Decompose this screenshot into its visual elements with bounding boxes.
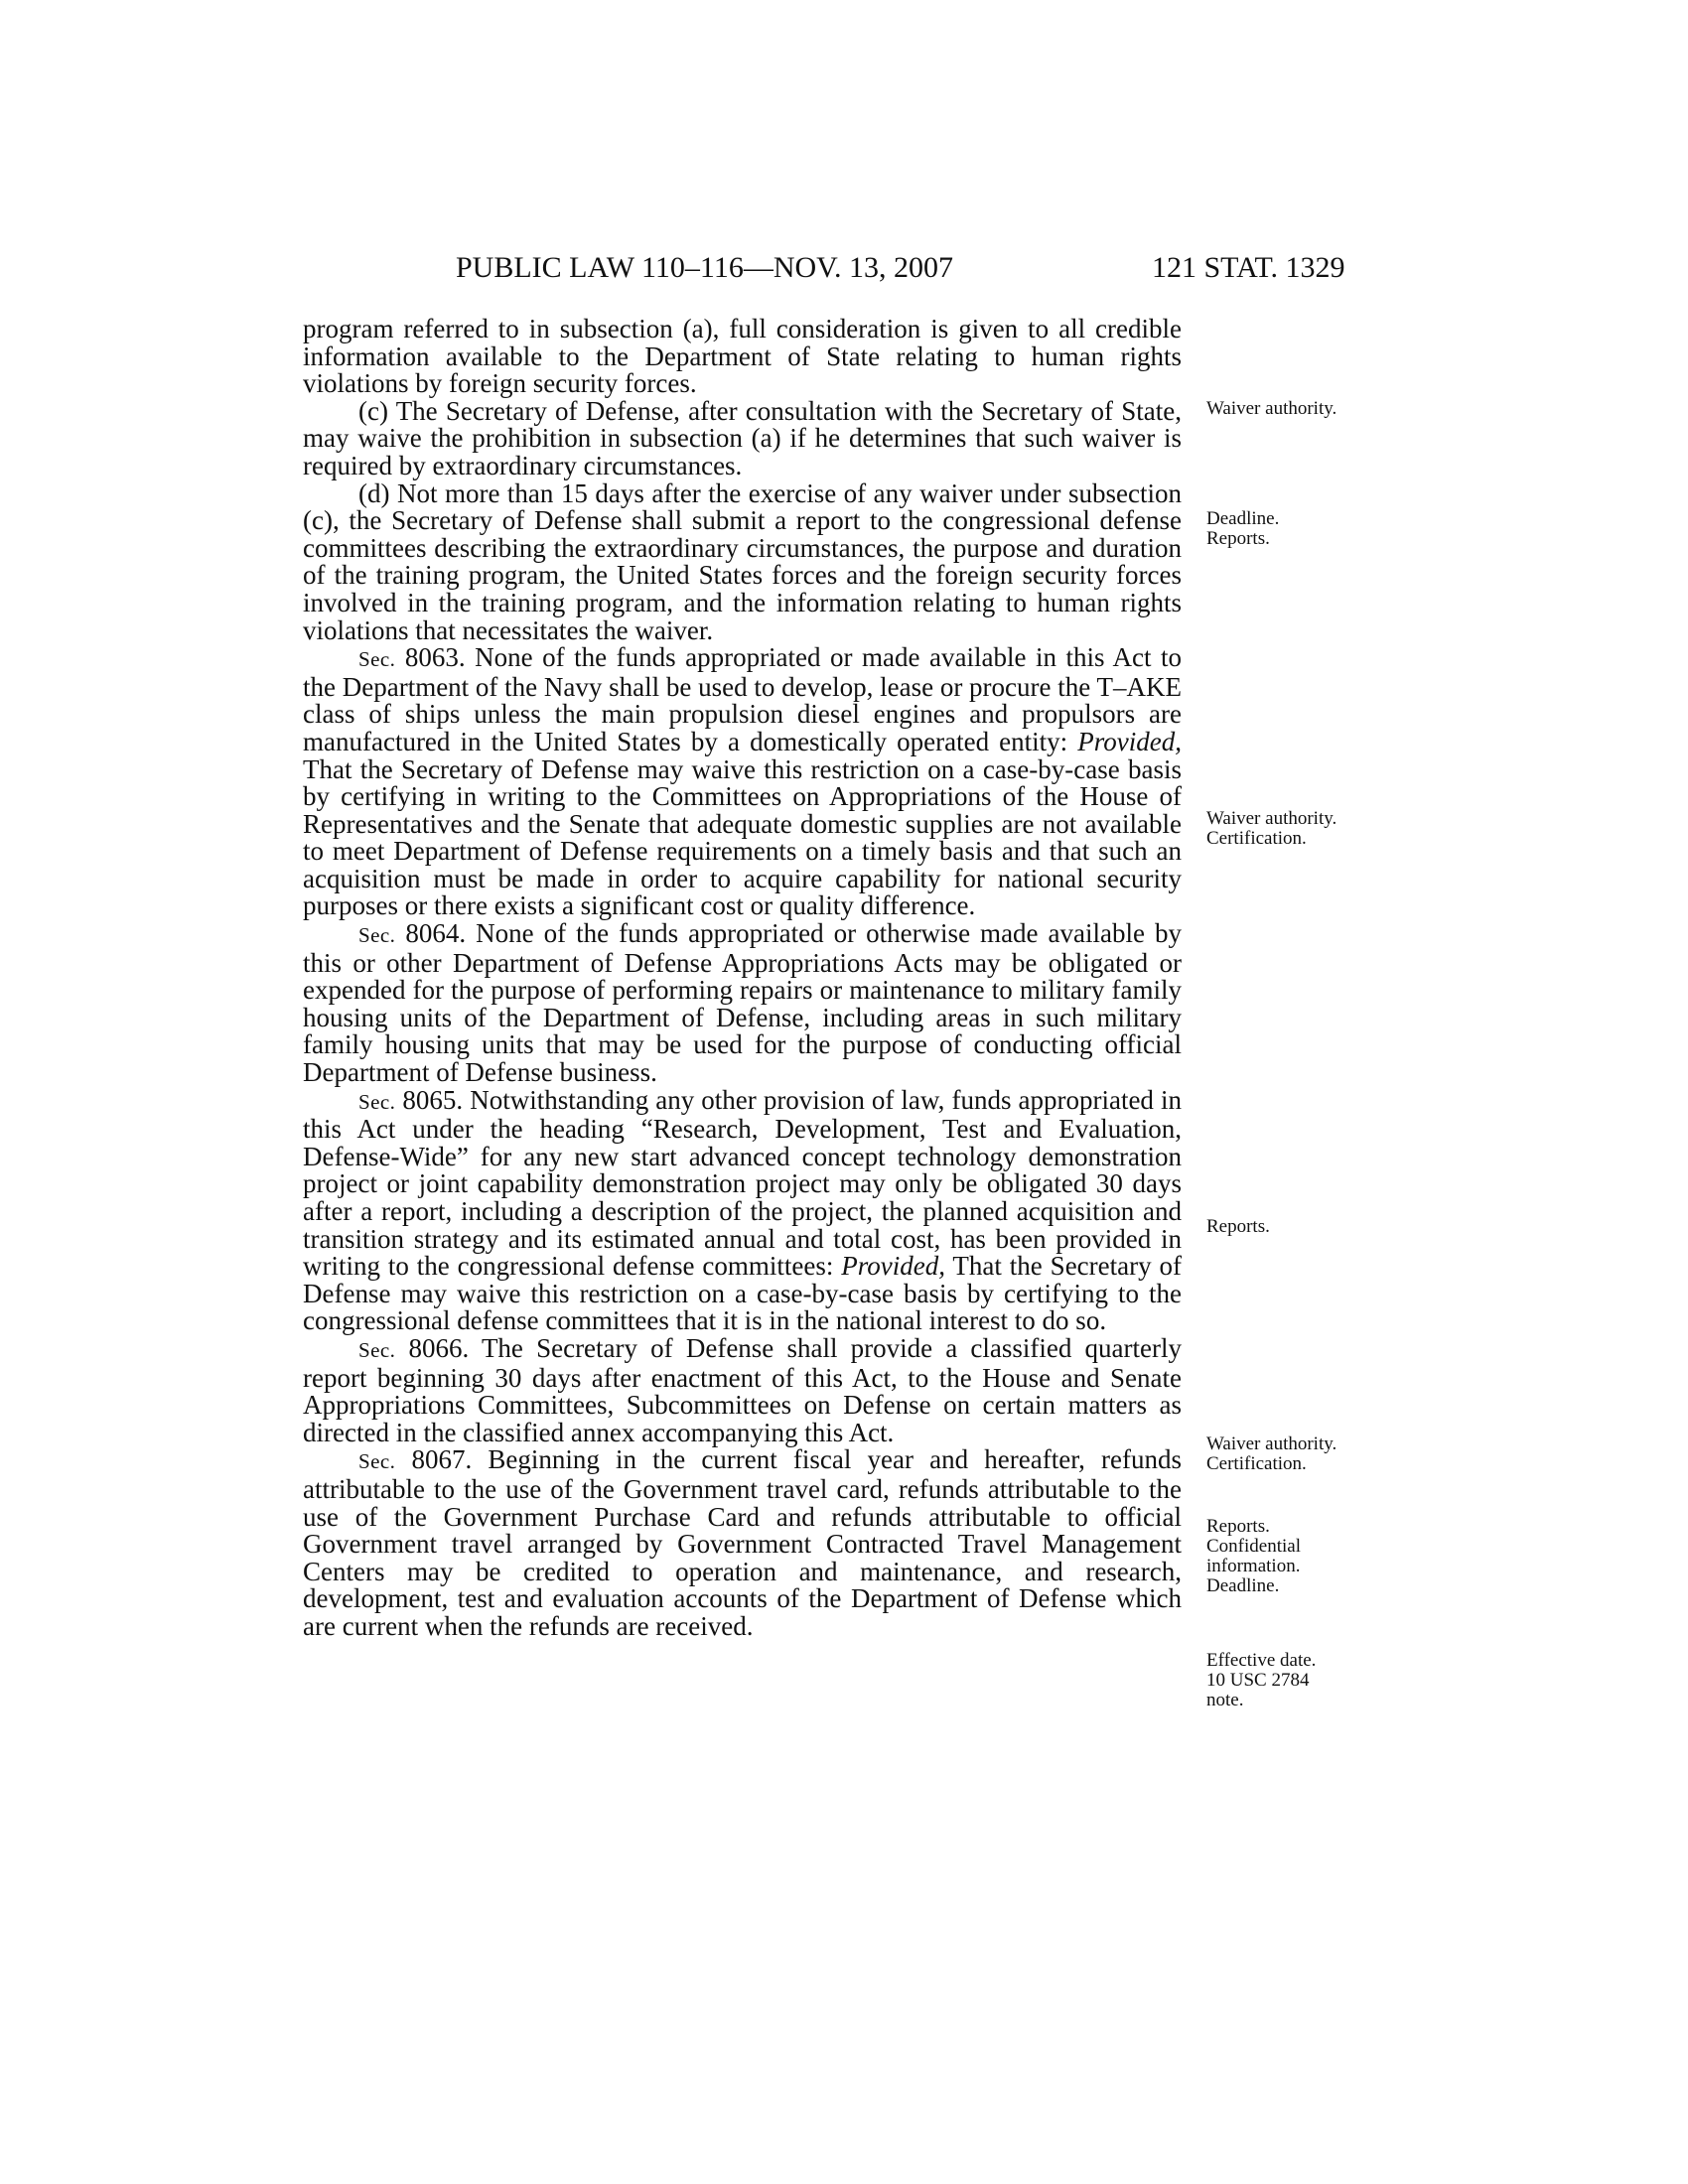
- section-text: 8063. None of the funds appropriated or made available in this Act to the Department of the Navy shall be used to develop, lease or procure the T–AKE class of ships unless the main propulsion diesel engines and propulsors are manufactured in the United States by a domestically operated entity:: [303, 642, 1182, 756]
- margin-note-reports-confidential: [1206, 1517, 1405, 1596]
- paragraph-subsection-d: (d) Not more than 15 days after the exercise of any waiver under subsection (c), the Secretary of Defense shall submit a report to the congressional defense committees describing the extraordinary circumstances, the purpose and duration of the training program, the United States forces and the foreign security forces involved in the training program, and the information relating to human rights violations that necessitates the waiver.: [303, 478, 1182, 645]
- margin-note-deadline-reports: [1206, 509, 1405, 549]
- margin-note-effective-date: [1206, 1651, 1405, 1710]
- section-8066: [303, 1332, 1182, 1447]
- margin-note-line: information.: [1206, 1556, 1301, 1576]
- section-text: 8064. None of the funds appropriated or otherwise made available by this or other Department of Defense Appropriations Acts may be obligated or expended for the purpose of performing repairs or maintenance to military family housing units of the Department of Defense, including areas in such military family housing units that may be used for the purpose of conducting official Department of Defense business.: [303, 918, 1182, 1088]
- section-text: 8067. Beginning in the current fiscal year and hereafter, refunds attributable to the use of the Government travel card, refunds attributable to the use of the Government Purchase Card and refunds attributable to official Government travel arranged by Government Contracted Travel Management Centers may be credited to operation and maintenance, and research, development, test and evaluation accounts of the Department of Defense which are current when the refunds are received.: [303, 1444, 1182, 1641]
- body-text: [303, 316, 1182, 1641]
- section-8063: [303, 644, 1182, 920]
- margin-note-line: Reports.: [1206, 528, 1270, 549]
- section-text-proviso: That the Secretary of Defense may waive this restriction on a case-by-case basis by certifying to the congressional defense committees that it is in the national interest to do so.: [303, 1251, 1183, 1336]
- margin-note-line: Certification.: [1206, 1453, 1307, 1474]
- proviso-italic: Provided,: [841, 1251, 945, 1282]
- paragraph-subsection-c: (c) The Secretary of Defense, after consultation with the Secretary of State, may waive the prohibition in subsection (a) if he determines that such waiver is required by extraordinary circumstances.: [303, 395, 1182, 480]
- running-head: PUBLIC LAW 110–116—NOV. 13, 2007: [456, 251, 953, 284]
- section-8064: [303, 920, 1182, 1087]
- section-8067: [303, 1446, 1182, 1640]
- margin-note-line: Waiver authority.: [1206, 1433, 1337, 1454]
- margin-note-waiver-certification: [1206, 809, 1405, 849]
- section-label: Sec.: [358, 647, 396, 672]
- margin-note-waiver-certification-2: [1206, 1434, 1405, 1474]
- section-text: 8066. The Secretary of Defense shall provide a classified quarterly report beginning 30 days after enactment of this Act, to the House and Senate Appropriations Committees, Subcommittees on Defense on certain matters as directed in the classified annex accompanying this Act.: [303, 1332, 1182, 1447]
- section-8065: [303, 1084, 1183, 1336]
- margin-note-line: Confidential: [1206, 1536, 1301, 1557]
- section-label: Sec.: [358, 1337, 396, 1362]
- section-label: Sec.: [358, 1449, 396, 1474]
- proviso-italic: Provided,: [1077, 726, 1182, 756]
- margin-note-line: 10 USC 2784: [1206, 1670, 1310, 1691]
- margin-note-line: Waiver authority.: [1206, 398, 1337, 419]
- margin-note-line: Reports.: [1206, 1216, 1270, 1237]
- margin-note-line: Effective date.: [1206, 1650, 1317, 1671]
- margin-note-waiver-authority: [1206, 399, 1405, 419]
- margin-note-line: note.: [1206, 1690, 1244, 1710]
- margin-note-line: Waiver authority.: [1206, 808, 1337, 829]
- paragraph-continuation: program referred to in subsection (a), full consideration is given to all credible information available to the Department of State relating to human rights violations by foreign security forces.: [303, 314, 1182, 399]
- statute-citation: 121 STAT. 1329: [1152, 251, 1345, 284]
- section-label: Sec.: [358, 923, 396, 948]
- section-text: 8065. Notwithstanding any other provision of law, funds appropriated in this Act under the heading “Research, Development, Test and Evaluation, Defense-Wide” for any new start advanced concept technology demonstration project or joint capability demonstration project may only be obligated 30 days after a report, including a description of the project, the planned acquisition and transition strategy and its estimated annual and total cost, has been provided in writing to the congressional defense committees:: [303, 1084, 1182, 1282]
- margin-note-line: Certification.: [1206, 828, 1307, 849]
- margin-note-reports: [1206, 1217, 1405, 1237]
- margin-note-line: Deadline.: [1206, 1575, 1280, 1596]
- section-label: Sec.: [358, 1089, 396, 1114]
- margin-note-line: Deadline.: [1206, 508, 1280, 529]
- margin-note-line: Reports.: [1206, 1516, 1270, 1537]
- section-text-proviso: That the Secretary of Defense may waive this restriction on a case-by-case basis by certifying in writing to the Committees on Appropriations of the House of Representatives and the Senate that adequate domestic supplies are not available to meet Department of Defense requirements on a timely basis and that such an acquisition must be made in order to acquire capability for national security purposes or there exists a significant cost or quality difference.: [303, 753, 1182, 921]
